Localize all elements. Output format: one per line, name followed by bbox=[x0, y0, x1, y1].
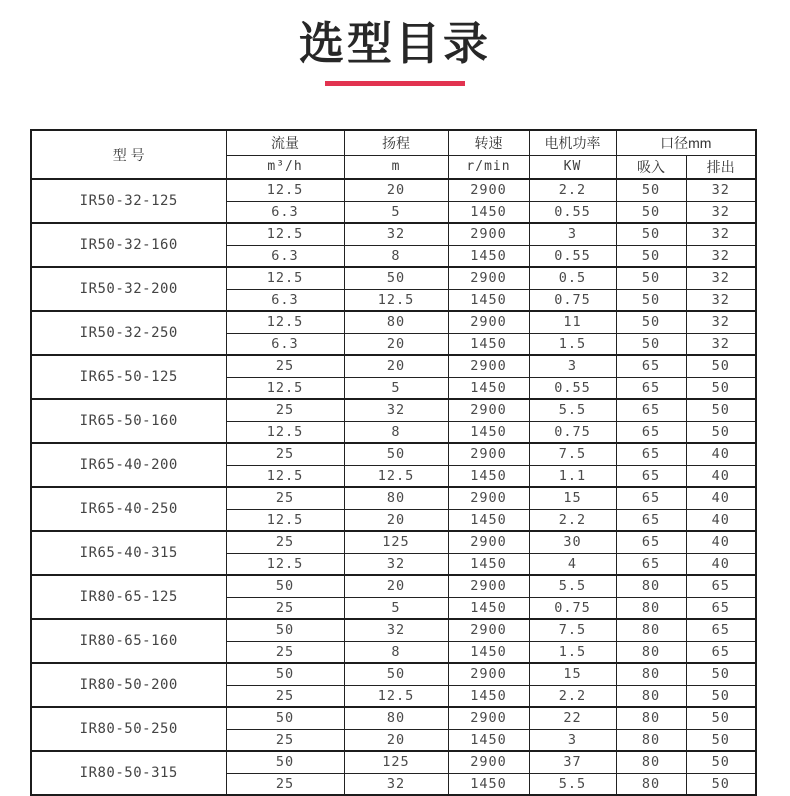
value-cell: 5 bbox=[344, 597, 448, 619]
value-cell: 65 bbox=[616, 443, 686, 465]
value-cell: 25 bbox=[226, 597, 344, 619]
table-row bbox=[31, 619, 756, 641]
value-cell: 1450 bbox=[448, 245, 529, 267]
value-cell: 40 bbox=[686, 487, 756, 509]
value-cell: 25 bbox=[226, 685, 344, 707]
value-cell: 1450 bbox=[448, 597, 529, 619]
value-cell: 1450 bbox=[448, 641, 529, 663]
value-cell: 25 bbox=[226, 773, 344, 795]
value-cell: 2.2 bbox=[529, 179, 616, 201]
value-cell: 3 bbox=[529, 355, 616, 377]
value-cell: 6.3 bbox=[226, 333, 344, 355]
value-cell: 50 bbox=[686, 751, 756, 773]
value-cell: 5.5 bbox=[529, 575, 616, 597]
value-cell: 50 bbox=[616, 179, 686, 201]
header-row-main bbox=[31, 130, 756, 155]
value-cell: 50 bbox=[686, 355, 756, 377]
model-cell: IR50-32-250 bbox=[31, 311, 226, 355]
value-cell: 80 bbox=[616, 773, 686, 795]
value-cell: 50 bbox=[344, 663, 448, 685]
value-cell: 5 bbox=[344, 201, 448, 223]
model-cell: IR65-40-315 bbox=[31, 531, 226, 575]
value-cell: 11 bbox=[529, 311, 616, 333]
value-cell: 20 bbox=[344, 729, 448, 751]
value-cell: 80 bbox=[616, 663, 686, 685]
value-cell: 2900 bbox=[448, 399, 529, 421]
value-cell: 80 bbox=[616, 707, 686, 729]
value-cell: 12.5 bbox=[344, 465, 448, 487]
value-cell: 32 bbox=[344, 223, 448, 245]
value-cell: 32 bbox=[686, 245, 756, 267]
value-cell: 50 bbox=[616, 311, 686, 333]
value-cell: 1.5 bbox=[529, 333, 616, 355]
value-cell: 32 bbox=[686, 311, 756, 333]
model-cell: IR80-50-250 bbox=[31, 707, 226, 751]
value-cell: 50 bbox=[686, 773, 756, 795]
value-cell: 1450 bbox=[448, 773, 529, 795]
col-header-flow: 流量 bbox=[226, 130, 344, 155]
table-row bbox=[31, 311, 756, 333]
value-cell: 1450 bbox=[448, 553, 529, 575]
col-header-model: 型 号 bbox=[31, 130, 226, 179]
value-cell: 12.5 bbox=[226, 377, 344, 399]
value-cell: 125 bbox=[344, 531, 448, 553]
value-cell: 65 bbox=[686, 619, 756, 641]
value-cell: 65 bbox=[616, 465, 686, 487]
table-row bbox=[31, 223, 756, 245]
model-cell: IR50-32-160 bbox=[31, 223, 226, 267]
value-cell: 0.75 bbox=[529, 597, 616, 619]
value-cell: 25 bbox=[226, 487, 344, 509]
value-cell: 12.5 bbox=[226, 553, 344, 575]
value-cell: 2900 bbox=[448, 531, 529, 553]
model-cell: IR80-65-160 bbox=[31, 619, 226, 663]
value-cell: 50 bbox=[616, 333, 686, 355]
value-cell: 15 bbox=[529, 487, 616, 509]
value-cell: 50 bbox=[344, 443, 448, 465]
table-row bbox=[31, 531, 756, 553]
value-cell: 0.55 bbox=[529, 377, 616, 399]
value-cell: 30 bbox=[529, 531, 616, 553]
value-cell: 25 bbox=[226, 729, 344, 751]
value-cell: 80 bbox=[344, 707, 448, 729]
value-cell: 32 bbox=[686, 289, 756, 311]
title-underline bbox=[325, 81, 465, 86]
value-cell: 7.5 bbox=[529, 619, 616, 641]
value-cell: 32 bbox=[686, 333, 756, 355]
value-cell: 65 bbox=[686, 597, 756, 619]
table-row bbox=[31, 751, 756, 773]
value-cell: 2.2 bbox=[529, 685, 616, 707]
value-cell: 2900 bbox=[448, 311, 529, 333]
table-row bbox=[31, 487, 756, 509]
value-cell: 1.1 bbox=[529, 465, 616, 487]
value-cell: 1450 bbox=[448, 289, 529, 311]
page-title: 选型目录 bbox=[298, 18, 491, 69]
value-cell: 1450 bbox=[448, 421, 529, 443]
value-cell: 15 bbox=[529, 663, 616, 685]
value-cell: 12.5 bbox=[344, 685, 448, 707]
value-cell: 25 bbox=[226, 443, 344, 465]
value-cell: 40 bbox=[686, 531, 756, 553]
value-cell: 1450 bbox=[448, 377, 529, 399]
unit-power: KW bbox=[529, 155, 616, 179]
model-cell: IR65-50-160 bbox=[31, 399, 226, 443]
value-cell: 65 bbox=[616, 531, 686, 553]
model-cell: IR50-32-125 bbox=[31, 179, 226, 223]
table-row bbox=[31, 399, 756, 421]
value-cell: 50 bbox=[686, 399, 756, 421]
value-cell: 2900 bbox=[448, 223, 529, 245]
value-cell: 50 bbox=[616, 201, 686, 223]
table-row bbox=[31, 179, 756, 201]
value-cell: 0.55 bbox=[529, 201, 616, 223]
value-cell: 65 bbox=[616, 355, 686, 377]
value-cell: 5.5 bbox=[529, 399, 616, 421]
value-cell: 25 bbox=[226, 641, 344, 663]
value-cell: 40 bbox=[686, 443, 756, 465]
value-cell: 12.5 bbox=[226, 509, 344, 531]
value-cell: 20 bbox=[344, 355, 448, 377]
value-cell: 80 bbox=[344, 487, 448, 509]
value-cell: 50 bbox=[686, 729, 756, 751]
value-cell: 65 bbox=[686, 641, 756, 663]
table-row bbox=[31, 663, 756, 685]
value-cell: 1450 bbox=[448, 201, 529, 223]
value-cell: 50 bbox=[616, 223, 686, 245]
value-cell: 32 bbox=[344, 399, 448, 421]
value-cell: 65 bbox=[686, 575, 756, 597]
value-cell: 65 bbox=[616, 487, 686, 509]
value-cell: 65 bbox=[616, 377, 686, 399]
value-cell: 2900 bbox=[448, 179, 529, 201]
value-cell: 12.5 bbox=[226, 465, 344, 487]
value-cell: 80 bbox=[616, 685, 686, 707]
value-cell: 80 bbox=[616, 729, 686, 751]
value-cell: 50 bbox=[686, 421, 756, 443]
value-cell: 20 bbox=[344, 575, 448, 597]
col-header-diameter: 口径mm bbox=[616, 130, 756, 155]
table-row bbox=[31, 575, 756, 597]
value-cell: 50 bbox=[686, 663, 756, 685]
value-cell: 25 bbox=[226, 399, 344, 421]
value-cell: 50 bbox=[686, 685, 756, 707]
value-cell: 7.5 bbox=[529, 443, 616, 465]
value-cell: 2900 bbox=[448, 707, 529, 729]
value-cell: 12.5 bbox=[344, 289, 448, 311]
value-cell: 50 bbox=[226, 707, 344, 729]
table-header bbox=[31, 130, 756, 179]
value-cell: 2900 bbox=[448, 267, 529, 289]
value-cell: 40 bbox=[686, 509, 756, 531]
col-header-suction: 吸入 bbox=[616, 155, 686, 179]
value-cell: 0.75 bbox=[529, 421, 616, 443]
value-cell: 80 bbox=[616, 575, 686, 597]
value-cell: 5 bbox=[344, 377, 448, 399]
value-cell: 80 bbox=[616, 641, 686, 663]
value-cell: 32 bbox=[686, 223, 756, 245]
value-cell: 65 bbox=[616, 509, 686, 531]
col-header-speed: 转速 bbox=[448, 130, 529, 155]
value-cell: 12.5 bbox=[226, 179, 344, 201]
value-cell: 50 bbox=[686, 377, 756, 399]
table-row bbox=[31, 443, 756, 465]
value-cell: 2900 bbox=[448, 663, 529, 685]
value-cell: 1.5 bbox=[529, 641, 616, 663]
unit-flow: m³/h bbox=[226, 155, 344, 179]
value-cell: 3 bbox=[529, 729, 616, 751]
model-cell: IR80-50-200 bbox=[31, 663, 226, 707]
value-cell: 8 bbox=[344, 421, 448, 443]
value-cell: 2900 bbox=[448, 443, 529, 465]
value-cell: 32 bbox=[344, 553, 448, 575]
value-cell: 25 bbox=[226, 355, 344, 377]
value-cell: 50 bbox=[226, 575, 344, 597]
col-header-head: 扬程 bbox=[344, 130, 448, 155]
value-cell: 20 bbox=[344, 179, 448, 201]
value-cell: 12.5 bbox=[226, 223, 344, 245]
value-cell: 2900 bbox=[448, 751, 529, 773]
value-cell: 50 bbox=[226, 751, 344, 773]
value-cell: 20 bbox=[344, 509, 448, 531]
value-cell: 2900 bbox=[448, 575, 529, 597]
model-cell: IR65-50-125 bbox=[31, 355, 226, 399]
table-row bbox=[31, 707, 756, 729]
value-cell: 0.75 bbox=[529, 289, 616, 311]
value-cell: 2.2 bbox=[529, 509, 616, 531]
value-cell: 1450 bbox=[448, 465, 529, 487]
table-body bbox=[31, 179, 756, 795]
model-cell: IR50-32-200 bbox=[31, 267, 226, 311]
table-row bbox=[31, 267, 756, 289]
value-cell: 32 bbox=[344, 773, 448, 795]
value-cell: 20 bbox=[344, 333, 448, 355]
value-cell: 32 bbox=[344, 619, 448, 641]
value-cell: 6.3 bbox=[226, 245, 344, 267]
col-header-power: 电机功率 bbox=[529, 130, 616, 155]
value-cell: 8 bbox=[344, 641, 448, 663]
value-cell: 2900 bbox=[448, 619, 529, 641]
value-cell: 2900 bbox=[448, 355, 529, 377]
value-cell: 32 bbox=[686, 179, 756, 201]
unit-head: m bbox=[344, 155, 448, 179]
value-cell: 5.5 bbox=[529, 773, 616, 795]
value-cell: 3 bbox=[529, 223, 616, 245]
value-cell: 25 bbox=[226, 531, 344, 553]
model-cell: IR80-65-125 bbox=[31, 575, 226, 619]
value-cell: 50 bbox=[344, 267, 448, 289]
model-cell: IR65-40-250 bbox=[31, 487, 226, 531]
model-cell: IR80-50-315 bbox=[31, 751, 226, 795]
value-cell: 37 bbox=[529, 751, 616, 773]
value-cell: 50 bbox=[616, 267, 686, 289]
value-cell: 12.5 bbox=[226, 267, 344, 289]
value-cell: 1450 bbox=[448, 685, 529, 707]
model-cell: IR65-40-200 bbox=[31, 443, 226, 487]
value-cell: 6.3 bbox=[226, 289, 344, 311]
value-cell: 125 bbox=[344, 751, 448, 773]
value-cell: 2900 bbox=[448, 487, 529, 509]
value-cell: 40 bbox=[686, 553, 756, 575]
value-cell: 65 bbox=[616, 553, 686, 575]
value-cell: 50 bbox=[616, 289, 686, 311]
value-cell: 65 bbox=[616, 421, 686, 443]
value-cell: 50 bbox=[616, 245, 686, 267]
value-cell: 50 bbox=[226, 619, 344, 641]
value-cell: 8 bbox=[344, 245, 448, 267]
col-header-discharge: 排出 bbox=[686, 155, 756, 179]
value-cell: 1450 bbox=[448, 333, 529, 355]
value-cell: 1450 bbox=[448, 509, 529, 531]
value-cell: 12.5 bbox=[226, 311, 344, 333]
value-cell: 80 bbox=[616, 751, 686, 773]
value-cell: 4 bbox=[529, 553, 616, 575]
value-cell: 0.55 bbox=[529, 245, 616, 267]
value-cell: 1450 bbox=[448, 729, 529, 751]
value-cell: 6.3 bbox=[226, 201, 344, 223]
value-cell: 65 bbox=[616, 399, 686, 421]
table-row bbox=[31, 355, 756, 377]
value-cell: 50 bbox=[686, 707, 756, 729]
value-cell: 12.5 bbox=[226, 421, 344, 443]
value-cell: 32 bbox=[686, 267, 756, 289]
unit-speed: r/min bbox=[448, 155, 529, 179]
selection-catalog-table bbox=[30, 129, 757, 796]
value-cell: 80 bbox=[344, 311, 448, 333]
value-cell: 0.5 bbox=[529, 267, 616, 289]
value-cell: 32 bbox=[686, 201, 756, 223]
value-cell: 80 bbox=[616, 597, 686, 619]
value-cell: 40 bbox=[686, 465, 756, 487]
value-cell: 50 bbox=[226, 663, 344, 685]
value-cell: 80 bbox=[616, 619, 686, 641]
value-cell: 22 bbox=[529, 707, 616, 729]
